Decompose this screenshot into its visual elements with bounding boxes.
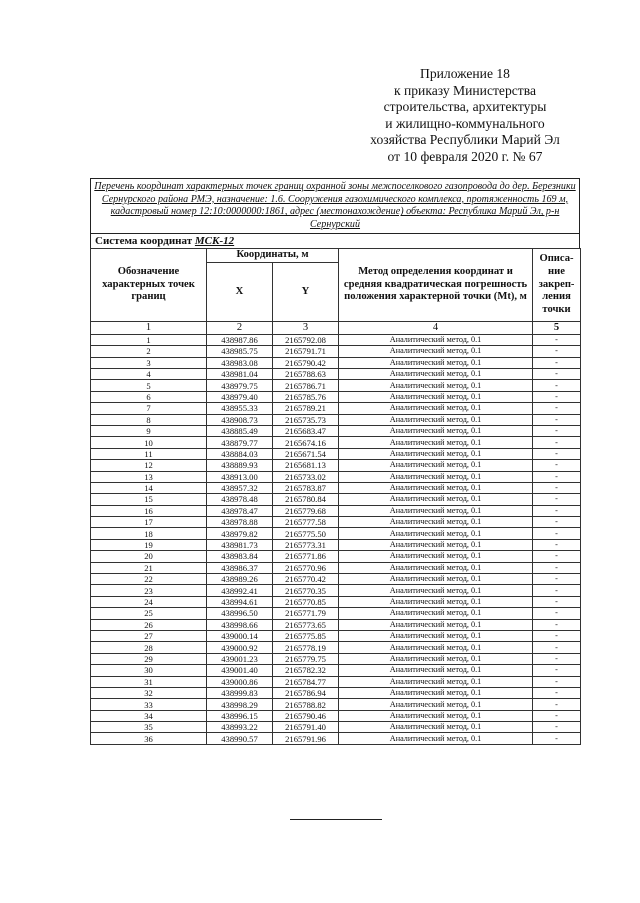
description-cell: - <box>533 539 581 550</box>
point-number: 8 <box>91 414 207 425</box>
point-number: 13 <box>91 471 207 482</box>
method-cell: Аналитический метод, 0.1 <box>339 425 533 436</box>
table-row <box>91 665 581 676</box>
description-cell: - <box>533 699 581 710</box>
coord-x: 438990.57 <box>207 733 273 744</box>
coord-x: 438955.33 <box>207 403 273 414</box>
description-cell: - <box>533 505 581 516</box>
coord-x: 438908.73 <box>207 414 273 425</box>
point-number: 11 <box>91 448 207 459</box>
description-cell: - <box>533 334 581 345</box>
coord-x: 438983.08 <box>207 357 273 368</box>
coord-x: 438981.73 <box>207 539 273 550</box>
description-cell: - <box>533 608 581 619</box>
method-cell: Аналитический метод, 0.1 <box>339 494 533 505</box>
coord-x: 438996.50 <box>207 608 273 619</box>
appendix-line: хозяйства Республики Марий Эл <box>370 132 560 147</box>
point-number: 36 <box>91 733 207 744</box>
method-cell: Аналитический метод, 0.1 <box>339 676 533 687</box>
table-row <box>91 346 581 357</box>
coord-y: 2165791.96 <box>273 733 339 744</box>
point-number: 3 <box>91 357 207 368</box>
coord-y: 2165735.73 <box>273 414 339 425</box>
table-row <box>91 687 581 698</box>
table-row <box>91 562 581 573</box>
point-number: 12 <box>91 460 207 471</box>
table-row <box>91 403 581 414</box>
description-cell: - <box>533 551 581 562</box>
coord-x: 438989.26 <box>207 574 273 585</box>
method-cell: Аналитический метод, 0.1 <box>339 505 533 516</box>
method-cell: Аналитический метод, 0.1 <box>339 334 533 345</box>
coord-y: 2165782.32 <box>273 665 339 676</box>
point-number: 10 <box>91 437 207 448</box>
coord-x: 439001.40 <box>207 665 273 676</box>
description-cell: - <box>533 482 581 493</box>
coordinates-table <box>90 248 581 745</box>
coord-x: 439000.92 <box>207 642 273 653</box>
point-number: 25 <box>91 608 207 619</box>
coord-y: 2165773.31 <box>273 539 339 550</box>
point-number: 19 <box>91 539 207 550</box>
description-cell: - <box>533 676 581 687</box>
description-cell: - <box>533 687 581 698</box>
table-row <box>91 460 581 471</box>
method-cell: Аналитический метод, 0.1 <box>339 699 533 710</box>
description-cell: - <box>533 414 581 425</box>
coord-x: 438885.49 <box>207 425 273 436</box>
description-cell: - <box>533 710 581 721</box>
table-row <box>91 596 581 607</box>
description-cell: - <box>533 574 581 585</box>
table-row <box>91 494 581 505</box>
coord-y: 2165770.85 <box>273 596 339 607</box>
coord-x: 438889.93 <box>207 460 273 471</box>
coord-y: 2165770.35 <box>273 585 339 596</box>
description-cell: - <box>533 585 581 596</box>
appendix-line: и жилищно-коммунального <box>385 115 545 131</box>
column-index: 4 <box>339 321 533 334</box>
method-cell: Аналитический метод, 0.1 <box>339 551 533 562</box>
table-row <box>91 722 581 733</box>
coord-x: 438996.15 <box>207 710 273 721</box>
description-cell: - <box>533 619 581 630</box>
description-cell: - <box>533 528 581 539</box>
coord-y: 2165770.42 <box>273 574 339 585</box>
coord-x: 438884.03 <box>207 448 273 459</box>
coord-y: 2165674.16 <box>273 437 339 448</box>
table-row <box>91 630 581 641</box>
point-number: 33 <box>91 699 207 710</box>
description-cell: - <box>533 494 581 505</box>
coord-y: 2165788.82 <box>273 699 339 710</box>
coord-y: 2165671.54 <box>273 448 339 459</box>
coord-y: 2165789.21 <box>273 403 339 414</box>
coord-y: 2165681.13 <box>273 460 339 471</box>
method-cell: Аналитический метод, 0.1 <box>339 460 533 471</box>
table-row <box>91 585 581 596</box>
method-cell: Аналитический метод, 0.1 <box>339 414 533 425</box>
point-number: 1 <box>91 334 207 345</box>
point-number: 4 <box>91 368 207 379</box>
coord-y: 2165790.42 <box>273 357 339 368</box>
coord-x: 438999.83 <box>207 687 273 698</box>
description-cell: - <box>533 642 581 653</box>
table-row <box>91 551 581 562</box>
method-cell: Аналитический метод, 0.1 <box>339 346 533 357</box>
table-row <box>91 653 581 664</box>
column-index: 2 <box>207 321 273 334</box>
point-number: 9 <box>91 425 207 436</box>
description-cell: - <box>533 630 581 641</box>
table-row <box>91 448 581 459</box>
description-cell: - <box>533 596 581 607</box>
coord-y: 2165770.96 <box>273 562 339 573</box>
coord-y: 2165791.40 <box>273 722 339 733</box>
coord-y: 2165773.65 <box>273 619 339 630</box>
header-x: X <box>207 263 273 322</box>
table-row <box>91 608 581 619</box>
method-cell: Аналитический метод, 0.1 <box>339 642 533 653</box>
coord-y: 2165785.76 <box>273 391 339 402</box>
appendix-header <box>352 66 578 165</box>
point-number: 28 <box>91 642 207 653</box>
coord-x: 438992.41 <box>207 585 273 596</box>
description-cell: - <box>533 403 581 414</box>
table-row <box>91 539 581 550</box>
coord-y: 2165791.71 <box>273 346 339 357</box>
point-number: 5 <box>91 380 207 391</box>
description-cell: - <box>533 722 581 733</box>
table-row <box>91 334 581 345</box>
table-row <box>91 425 581 436</box>
column-index: 5 <box>533 321 581 334</box>
column-index: 1 <box>91 321 207 334</box>
point-number: 31 <box>91 676 207 687</box>
point-number: 18 <box>91 528 207 539</box>
table-row <box>91 414 581 425</box>
header-y: Y <box>273 263 339 322</box>
description-cell: - <box>533 517 581 528</box>
point-number: 27 <box>91 630 207 641</box>
header-description: Описа-ние закреп-ления точки <box>533 248 581 321</box>
coord-y: 2165779.75 <box>273 653 339 664</box>
coord-y: 2165779.68 <box>273 505 339 516</box>
coord-y: 2165775.85 <box>273 630 339 641</box>
method-cell: Аналитический метод, 0.1 <box>339 403 533 414</box>
point-number: 21 <box>91 562 207 573</box>
method-cell: Аналитический метод, 0.1 <box>339 630 533 641</box>
table-row <box>91 471 581 482</box>
appendix-line: Приложение 18 <box>420 66 510 81</box>
table-body <box>91 334 581 744</box>
table-row <box>91 733 581 744</box>
coord-y: 2165771.79 <box>273 608 339 619</box>
coord-y: 2165786.94 <box>273 687 339 698</box>
description-cell: - <box>533 437 581 448</box>
method-cell: Аналитический метод, 0.1 <box>339 471 533 482</box>
point-number: 30 <box>91 665 207 676</box>
coord-x: 439000.86 <box>207 676 273 687</box>
description-cell: - <box>533 653 581 664</box>
method-cell: Аналитический метод, 0.1 <box>339 539 533 550</box>
method-cell: Аналитический метод, 0.1 <box>339 448 533 459</box>
coord-y: 2165683.47 <box>273 425 339 436</box>
coord-y: 2165783.87 <box>273 482 339 493</box>
coord-y: 2165771.86 <box>273 551 339 562</box>
coord-y: 2165780.84 <box>273 494 339 505</box>
table-row <box>91 517 581 528</box>
coord-y: 2165792.08 <box>273 334 339 345</box>
document-title: Перечень координат характерных точек границ охранной зоны межпоселкового газопровода до дер. Березники Сернурского района РМЭ, назначение: 1.6. Сооружения газохимического комплекса, протяженность 169 м, кадастровый номер 12:10:0000000:1861, адрес (местонахождение) объекта: Республика Марий Эл, р-н Сернурский <box>90 178 580 233</box>
description-cell: - <box>533 368 581 379</box>
coordinates-document <box>90 178 580 745</box>
method-cell: Аналитический метод, 0.1 <box>339 687 533 698</box>
point-number: 23 <box>91 585 207 596</box>
method-cell: Аналитический метод, 0.1 <box>339 391 533 402</box>
point-number: 34 <box>91 710 207 721</box>
description-cell: - <box>533 733 581 744</box>
appendix-line: строительства, архитектуры <box>383 99 547 114</box>
coord-y: 2165786.71 <box>273 380 339 391</box>
table-row <box>91 676 581 687</box>
table-row <box>91 699 581 710</box>
point-number: 24 <box>91 596 207 607</box>
description-cell: - <box>533 460 581 471</box>
coord-x: 439000.14 <box>207 630 273 641</box>
method-cell: Аналитический метод, 0.1 <box>339 482 533 493</box>
point-number: 29 <box>91 653 207 664</box>
coord-y: 2165778.19 <box>273 642 339 653</box>
coord-x: 438913.00 <box>207 471 273 482</box>
separator-line <box>290 819 382 820</box>
method-cell: Аналитический метод, 0.1 <box>339 608 533 619</box>
description-cell: - <box>533 665 581 676</box>
coord-x: 438978.48 <box>207 494 273 505</box>
table-row <box>91 505 581 516</box>
table-row <box>91 391 581 402</box>
coordinate-system <box>90 233 580 248</box>
coord-x: 438978.47 <box>207 505 273 516</box>
appendix-line: от 10 февраля 2020 г. № 67 <box>387 148 543 164</box>
table-row <box>91 642 581 653</box>
method-cell: Аналитический метод, 0.1 <box>339 380 533 391</box>
method-cell: Аналитический метод, 0.1 <box>339 710 533 721</box>
coord-y: 2165788.63 <box>273 368 339 379</box>
coord-x: 438879.77 <box>207 437 273 448</box>
coord-x: 438978.88 <box>207 517 273 528</box>
description-cell: - <box>533 357 581 368</box>
coord-x: 438957.32 <box>207 482 273 493</box>
point-number: 2 <box>91 346 207 357</box>
coord-x: 438979.40 <box>207 391 273 402</box>
coord-x: 438998.66 <box>207 619 273 630</box>
method-cell: Аналитический метод, 0.1 <box>339 357 533 368</box>
method-cell: Аналитический метод, 0.1 <box>339 528 533 539</box>
column-index: 3 <box>273 321 339 334</box>
coord-x: 438979.75 <box>207 380 273 391</box>
coord-y: 2165784.77 <box>273 676 339 687</box>
point-number: 26 <box>91 619 207 630</box>
method-cell: Аналитический метод, 0.1 <box>339 368 533 379</box>
coord-x: 438993.22 <box>207 722 273 733</box>
table-row <box>91 528 581 539</box>
method-cell: Аналитический метод, 0.1 <box>339 562 533 573</box>
method-cell: Аналитический метод, 0.1 <box>339 619 533 630</box>
description-cell: - <box>533 391 581 402</box>
coordinate-system-value: МСК-12 <box>194 234 235 247</box>
point-number: 17 <box>91 517 207 528</box>
coord-x: 438981.04 <box>207 368 273 379</box>
table-row <box>91 368 581 379</box>
method-cell: Аналитический метод, 0.1 <box>339 596 533 607</box>
point-number: 16 <box>91 505 207 516</box>
method-cell: Аналитический метод, 0.1 <box>339 665 533 676</box>
method-cell: Аналитический метод, 0.1 <box>339 517 533 528</box>
point-number: 35 <box>91 722 207 733</box>
header-method: Метод определения координат и средняя квадратическая погрешность положения характерной точки (Mt), м <box>339 248 533 321</box>
table-row <box>91 574 581 585</box>
description-cell: - <box>533 448 581 459</box>
point-number: 7 <box>91 403 207 414</box>
column-index-row <box>91 321 581 334</box>
description-cell: - <box>533 471 581 482</box>
point-number: 14 <box>91 482 207 493</box>
appendix-line: к приказу Министерства <box>393 82 537 98</box>
coord-y: 2165777.58 <box>273 517 339 528</box>
point-number: 32 <box>91 687 207 698</box>
coord-x: 438979.82 <box>207 528 273 539</box>
method-cell: Аналитический метод, 0.1 <box>339 574 533 585</box>
point-number: 20 <box>91 551 207 562</box>
coord-x: 438987.86 <box>207 334 273 345</box>
coord-y: 2165733.02 <box>273 471 339 482</box>
description-cell: - <box>533 380 581 391</box>
table-row <box>91 710 581 721</box>
coord-x: 438998.29 <box>207 699 273 710</box>
point-number: 22 <box>91 574 207 585</box>
table-row <box>91 380 581 391</box>
coord-y: 2165775.50 <box>273 528 339 539</box>
coordinate-system-label: Система координат <box>95 234 193 247</box>
coord-x: 438986.37 <box>207 562 273 573</box>
table-row <box>91 619 581 630</box>
method-cell: Аналитический метод, 0.1 <box>339 653 533 664</box>
description-cell: - <box>533 562 581 573</box>
point-number: 15 <box>91 494 207 505</box>
description-cell: - <box>533 346 581 357</box>
coord-y: 2165790.46 <box>273 710 339 721</box>
table-row <box>91 437 581 448</box>
table-row <box>91 357 581 368</box>
header-coords: Координаты, м <box>207 248 339 262</box>
coord-x: 438994.61 <box>207 596 273 607</box>
method-cell: Аналитический метод, 0.1 <box>339 733 533 744</box>
point-number: 6 <box>91 391 207 402</box>
coord-x: 438985.75 <box>207 346 273 357</box>
table-row <box>91 482 581 493</box>
coord-x: 439001.23 <box>207 653 273 664</box>
method-cell: Аналитический метод, 0.1 <box>339 585 533 596</box>
method-cell: Аналитический метод, 0.1 <box>339 437 533 448</box>
header-designation: Обозначение характерных точек границ <box>91 248 207 321</box>
coord-x: 438983.84 <box>207 551 273 562</box>
description-cell: - <box>533 425 581 436</box>
method-cell: Аналитический метод, 0.1 <box>339 722 533 733</box>
